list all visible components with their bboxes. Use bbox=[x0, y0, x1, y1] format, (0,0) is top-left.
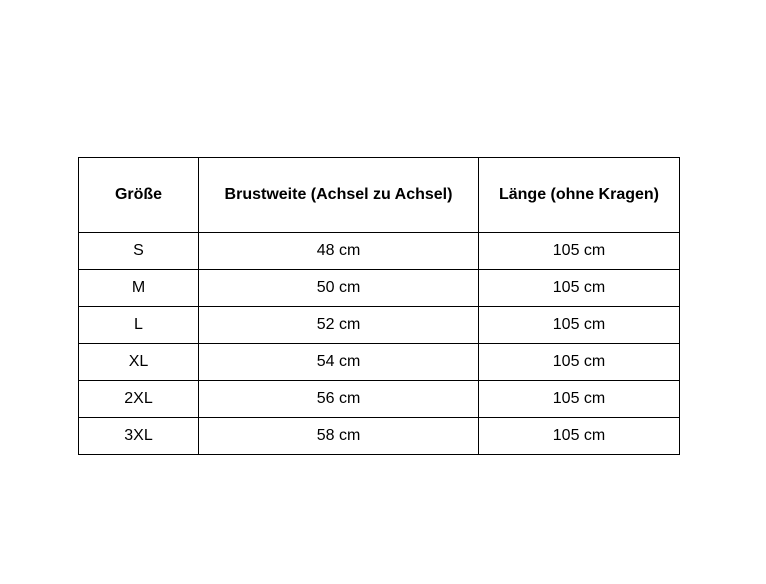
header-chest-width: Brustweite (Achsel zu Achsel) bbox=[199, 158, 479, 233]
chest-width-cell: 50 cm bbox=[199, 270, 479, 307]
size-cell: 2XL bbox=[79, 381, 199, 418]
length-cell: 105 cm bbox=[479, 307, 680, 344]
chest-width-cell: 48 cm bbox=[199, 233, 479, 270]
length-cell: 105 cm bbox=[479, 270, 680, 307]
size-cell: S bbox=[79, 233, 199, 270]
chest-width-cell: 52 cm bbox=[199, 307, 479, 344]
length-cell: 105 cm bbox=[479, 381, 680, 418]
table-row bbox=[79, 270, 680, 307]
header-length: Länge (ohne Kragen) bbox=[479, 158, 680, 233]
table-row bbox=[79, 418, 680, 455]
size-cell: M bbox=[79, 270, 199, 307]
table-row bbox=[79, 233, 680, 270]
header-row bbox=[79, 158, 680, 233]
length-cell: 105 cm bbox=[479, 344, 680, 381]
table-row bbox=[79, 344, 680, 381]
chest-width-cell: 54 cm bbox=[199, 344, 479, 381]
size-table bbox=[78, 157, 680, 455]
length-cell: 105 cm bbox=[479, 233, 680, 270]
size-cell: XL bbox=[79, 344, 199, 381]
size-cell: L bbox=[79, 307, 199, 344]
length-cell: 105 cm bbox=[479, 418, 680, 455]
table-row bbox=[79, 381, 680, 418]
header-size: Größe bbox=[79, 158, 199, 233]
chest-width-cell: 56 cm bbox=[199, 381, 479, 418]
table-row bbox=[79, 307, 680, 344]
size-cell: 3XL bbox=[79, 418, 199, 455]
chest-width-cell: 58 cm bbox=[199, 418, 479, 455]
